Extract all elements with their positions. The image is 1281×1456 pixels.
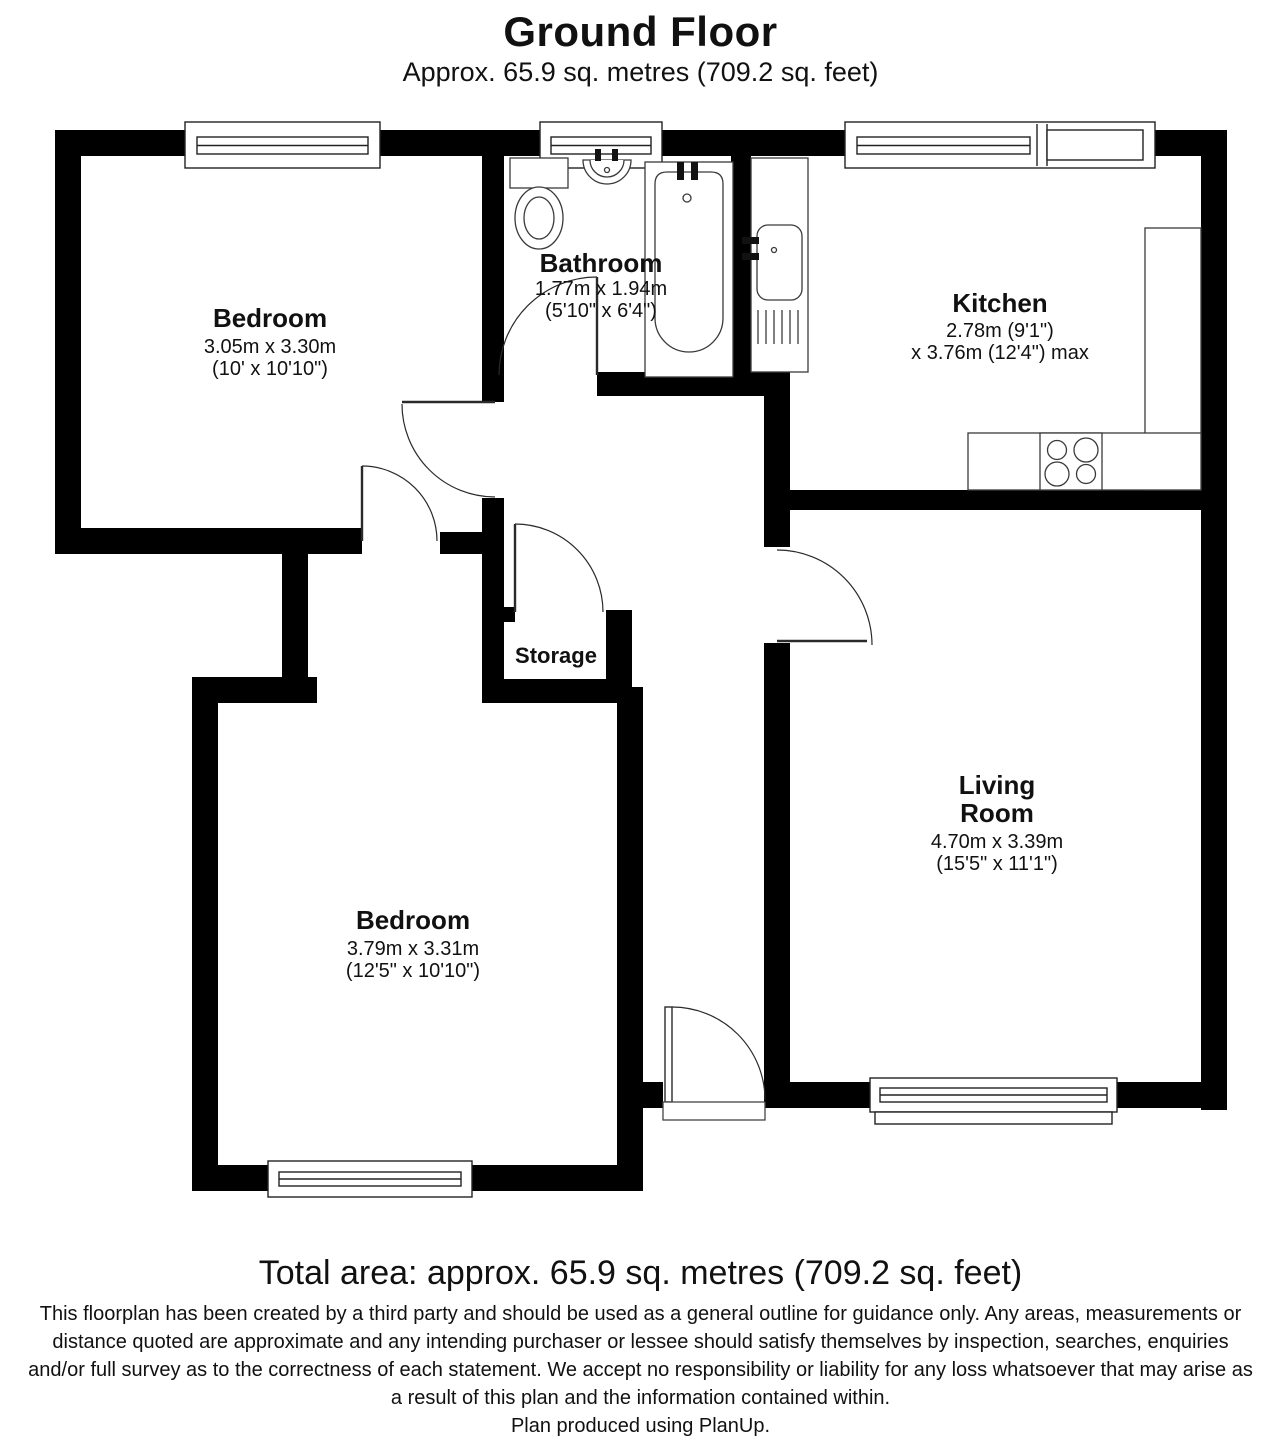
door-bedroom1 xyxy=(402,402,495,497)
wall-bathroom-kitchen xyxy=(731,156,751,372)
wall-storage-left xyxy=(482,498,504,702)
window-living xyxy=(870,1078,1117,1124)
room-dim-imperial: (5'10" x 6'4") xyxy=(545,300,657,322)
wall-kitchen-living xyxy=(790,490,1201,510)
room-name-line1: Living xyxy=(958,770,1036,800)
kitchen-sink-icon xyxy=(742,158,808,372)
room-dim-imperial: (12'5" x 10'10") xyxy=(345,960,481,982)
produced-by-text: Plan produced using PlanUp. xyxy=(510,1415,771,1437)
window-bedroom2 xyxy=(268,1161,472,1197)
room-label-living xyxy=(931,770,1063,875)
room-label-bathroom xyxy=(535,248,667,322)
room-label-bedroom2 xyxy=(346,905,480,982)
room-name-line2: Room xyxy=(960,798,1034,828)
room-label-bedroom1 xyxy=(204,303,336,380)
wall-storage-bottom xyxy=(482,679,632,703)
page-title: Ground Floor xyxy=(503,8,778,55)
total-area-text: Total area: approx. 65.9 sq. metres (709.2 sq. feet) xyxy=(258,1254,1023,1292)
room-dim-imperial: (10' x 10'10") xyxy=(212,358,328,380)
room-dim-metric: 3.05m x 3.30m xyxy=(203,336,337,358)
disclaimer-text: This floorplan has been created by a third party and should be used as a general outline for guidance only. Any areas, measurements or distance quoted are approximate and any intending purchaser or lessee should satisfy themselves by inspection, searches, enquiries and/or full survey as to the correctness of each statement. We accept no responsibility or liability for any loss whatsoever that may arise as a result of this plan and the information contained within. xyxy=(28,1303,1253,1409)
room-dim-metric: 1.77m x 1.94m xyxy=(534,278,668,300)
room-name: Storage xyxy=(515,643,597,668)
wall-left xyxy=(55,130,81,554)
wall-hall-living-upper xyxy=(764,396,790,547)
page-subtitle: Approx. 65.9 sq. metres (709.2 sq. feet) xyxy=(402,57,879,87)
wall-bedroom2-right xyxy=(617,687,643,1191)
door-storage xyxy=(515,524,603,612)
wall-hall-living-lower xyxy=(764,643,790,1082)
wall-frontdoor-left xyxy=(617,1082,663,1108)
room-dim-imperial: x 3.76m (12'4") max xyxy=(911,342,1089,364)
room-name: Bedroom xyxy=(212,303,328,333)
room-name: Kitchen xyxy=(952,288,1048,318)
room-name: Bathroom xyxy=(539,248,663,278)
room-name: Bedroom xyxy=(355,905,471,935)
wall-bedroom1-bottom xyxy=(55,528,362,554)
door-living xyxy=(777,550,872,645)
room-dim-imperial: (15'5" x 11'1") xyxy=(936,853,1058,875)
window-kitchen xyxy=(845,122,1155,168)
door-bedroom2 xyxy=(362,466,437,541)
room-label-storage xyxy=(515,643,597,668)
wall-bedroom1-right xyxy=(482,156,504,402)
room-dim-metric: 2.78m (9'1") xyxy=(946,320,1054,342)
room-label-kitchen xyxy=(911,288,1089,364)
room-dim-metric: 4.70m x 3.39m xyxy=(930,831,1064,853)
wall-hall-left xyxy=(282,554,308,677)
room-dim-metric: 3.79m x 3.31m xyxy=(346,938,480,960)
wall-storage-top-stub xyxy=(482,607,515,622)
wall-bedroom2-left xyxy=(192,677,218,1191)
wall-right xyxy=(1201,130,1227,1110)
footer-block xyxy=(23,1300,1258,1440)
window-bedroom1 xyxy=(185,122,380,168)
hob-icon xyxy=(1040,433,1102,490)
toilet-icon xyxy=(510,158,568,249)
door-front-entrance xyxy=(663,1007,765,1120)
